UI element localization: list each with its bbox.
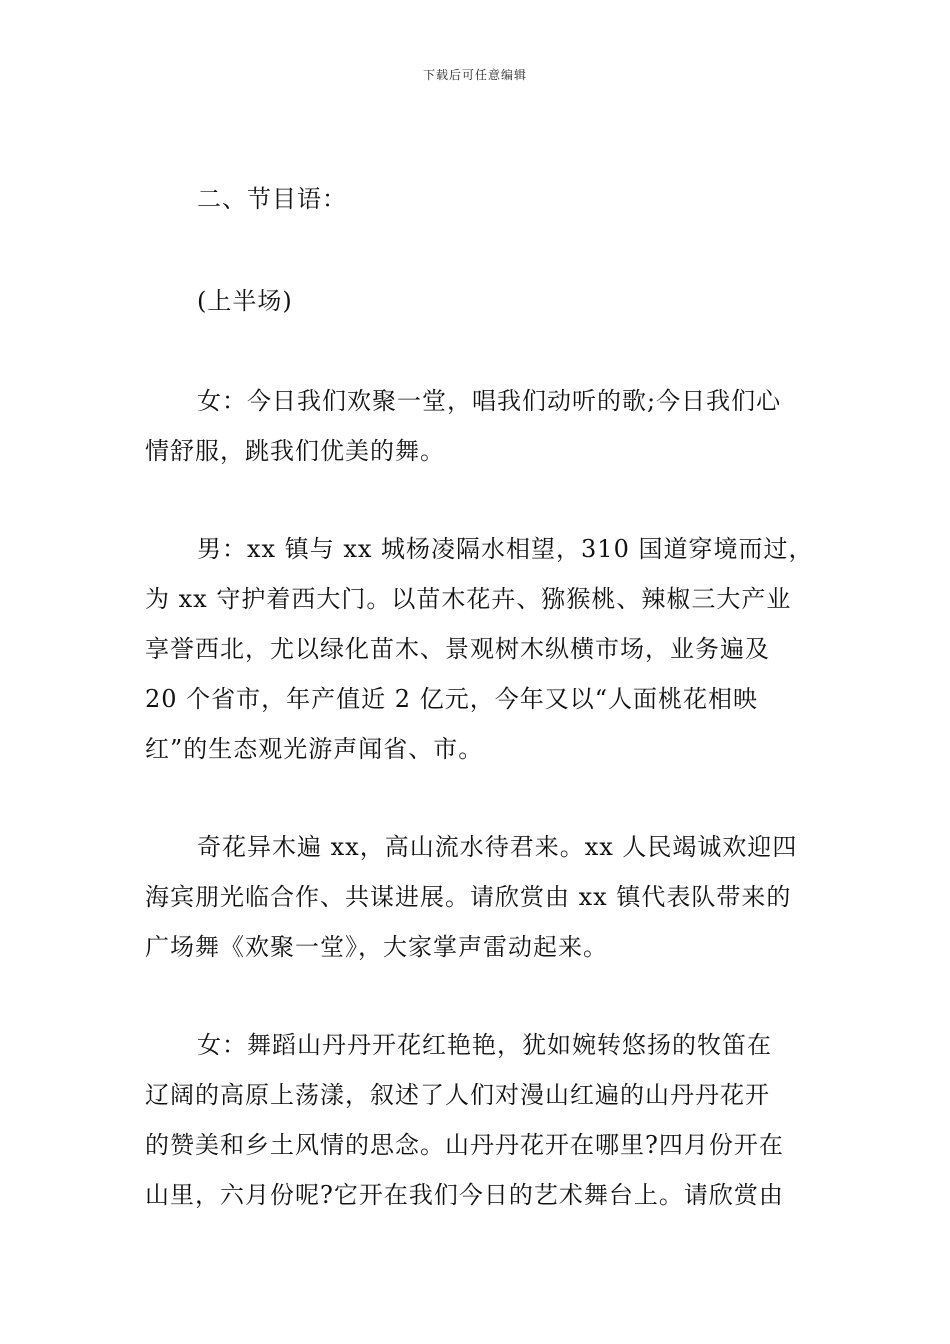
page-header: 下载后可任意编辑 [422, 68, 527, 82]
paragraph-line: 辽阔的高原上荡漾，叙述了人们对漫山红遍的山丹丹花开 [145, 1081, 770, 1109]
paragraph-line: 享誉西北，尤以绿化苗木、景观树木纵横市场，业务遍及 [145, 635, 770, 663]
paragraph-line: 情舒服，跳我们优美的舞。 [145, 437, 445, 465]
section-heading: 二、节目语： [197, 185, 347, 213]
paragraph-line: 广场舞《欢聚一堂》，大家掌声雷动起来。 [145, 933, 608, 961]
paragraph-line: 山里，六月份呢?它开在我们今日的艺术舞台上。请欣赏由 [145, 1181, 784, 1209]
paragraph-line: 为 xx 守护着西大门。以苗木花卉、猕猴桃、辣椒三大产业 [145, 585, 792, 613]
paragraph-line: 女：舞蹈山丹丹开花红艳艳，犹如婉转悠扬的牧笛在 [197, 1031, 772, 1059]
paragraph-line: 20 个省市，年产值近 2 亿元，今年又以“人面桃花相映 [145, 685, 758, 713]
paragraph-line: 海宾朋光临合作、共谋进展。请欣赏由 xx 镇代表队带来的 [145, 883, 792, 911]
paragraph-line: 男：xx 镇与 xx 城杨凌隔水相望，310 国道穿境而过， [197, 535, 814, 563]
subheading: (上半场) [197, 287, 293, 315]
paragraph-line: 女：今日我们欢聚一堂，唱我们动听的歌;今日我们心 [197, 387, 782, 415]
paragraph-line: 奇花异木遍 xx，高山流水待君来。xx 人民竭诚欢迎四 [197, 833, 798, 861]
paragraph-line: 红”的生态观光游声闻省、市。 [145, 735, 484, 763]
paragraph-line: 的赞美和乡土风情的思念。山丹丹花开在哪里?四月份开在 [145, 1131, 784, 1159]
